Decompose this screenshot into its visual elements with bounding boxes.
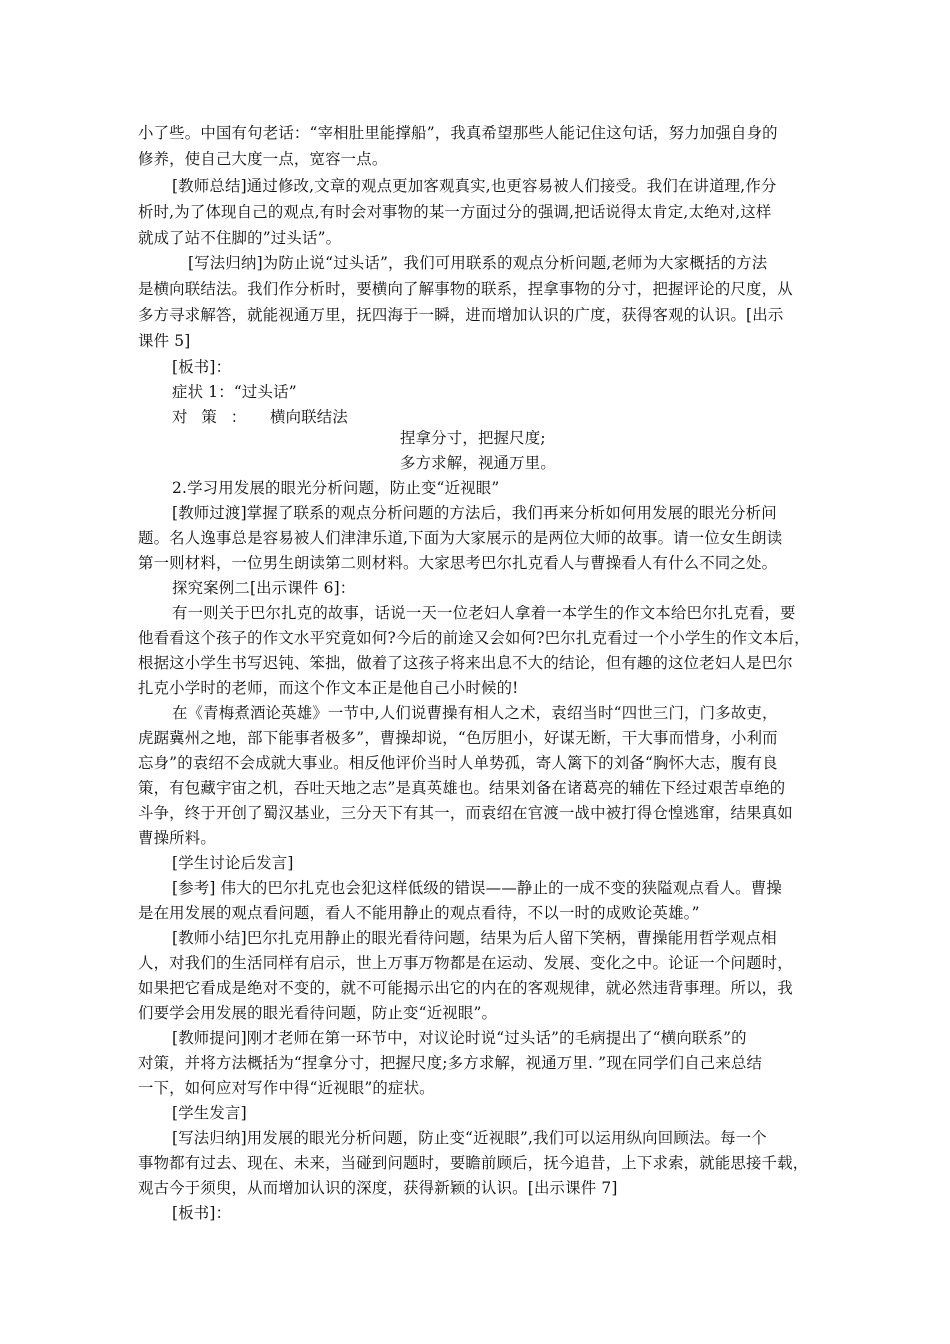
text-line: 析时,为了体现自己的观点,有时会对事物的某一方面过分的强调,把话说得太肯定,太绝对,这样 xyxy=(138,203,772,221)
text-line: 第一则材料，一位男生朗读第二则材料。大家思考巴尔扎克看人与曹操看人有什么不同之处。 xyxy=(138,554,778,572)
text-line: 捏拿分寸，把握尺度; xyxy=(400,429,546,447)
text-line: 观古今于须臾，从而增加认识的深度，获得新颖的认识。[出示课件 7] xyxy=(138,1179,618,1197)
text-line: [参考] 伟大的巴尔扎克也会犯这样低级的错误——静止的一成不变的狭隘观点看人。曹操 xyxy=(172,879,782,897)
text-line: [写法归纳]用发展的眼光分析问题，防止变“近视眼”,我们可以运用纵向回顾法。每一个 xyxy=(172,1129,767,1147)
text-line: 多方求解，视通万里。 xyxy=(400,454,556,472)
text-line: 一下，如何应对写作中得“近视眼”的症状。 xyxy=(138,1079,435,1097)
text-line: 探究案例二[出示课件 6]： xyxy=(172,579,356,597)
text-line: [教师总结]通过修改,文章的观点更加客观真实,也更容易被人们接受。我们在讲道理,作分 xyxy=(172,177,777,195)
text-line: 修养，使自己大度一点，宽容一点。 xyxy=(138,150,388,168)
text-line: 忘身”的袁绍不会成就大事业。相反他评价当时人单势孤，寄人篱下的刘备“胸怀大志，腹有良 xyxy=(138,754,778,772)
text-line: [学生讨论后发言] xyxy=(172,854,294,872)
text-line: 症状 1：“过头话” xyxy=(172,383,297,401)
text-line: [教师提问]刚才老师在第一环节中，对议论时说“过头话”的毛病提出了“横向联系”的 xyxy=(172,1029,747,1047)
text-line: [板书]： xyxy=(172,1204,232,1222)
text-line: [教师小结]巴尔扎克用静止的眼光看待问题，结果为后人留下笑柄，曹操能用哲学观点相 xyxy=(172,929,777,947)
text-line: [学生发言] xyxy=(172,1104,247,1122)
text-line: 扎克小学时的老师，而这个作文本正是他自己小时候的! xyxy=(138,679,519,697)
text-line: 是在用发展的观点看问题，看人不能用静止的观点看待，不以一时的成败论英雄。” xyxy=(138,904,700,922)
text-line: 就成了站不住脚的”过头话”。 xyxy=(138,229,342,247)
text-line: 课件 5] xyxy=(138,332,191,350)
text-line: [写法归纳]为防止说“过头话”，我们可用联系的观点分析问题,老师为大家概括的方法 xyxy=(188,254,768,272)
text-line: 有一则关于巴尔扎克的故事，话说一天一位老妇人拿着一本学生的作文本给巴尔扎克看，要 xyxy=(172,604,796,622)
text-line: 小了些。中国有句老话：“宰相肚里能撑船”，我真希望那些人能记住这句话，努力加强自身的 xyxy=(138,124,778,142)
text-line: 是横向联结法。我们作分析时，要横向了解事物的联系，捏拿事物的分寸，把握评论的尺度，从 xyxy=(138,280,793,298)
text-line: 事物都有过去、现在、未来，当碰到问题时，要瞻前顾后，抚今追昔，上下求索，就能思接千载， xyxy=(138,1154,809,1172)
text-line: [教师过渡]掌握了联系的观点分析问题的方法后，我们再来分析如何用发展的眼光分析问 xyxy=(172,504,777,522)
text-line: 策，有包藏宇宙之机，吞吐天地之志”是真英雄也。结果刘备在诸葛亮的辅佐下经过艰苦卓绝的 xyxy=(138,779,786,797)
text-line: 虎踞冀州之地，部下能事者极多”，曹操却说，“色厉胆小，好谋无断，干大事而惜身，小利而 xyxy=(138,729,778,747)
text-line: 多方寻求解答，就能视通万里，抚四海于一瞬，进而增加认识的广度，获得客观的认识。[出示 xyxy=(138,306,784,324)
text-line: 曹操所料。 xyxy=(138,829,216,847)
text-line: 横向联结法 xyxy=(270,408,348,426)
text-line: 们要学会用发展的眼光看待问题，防止变“近视眼”。 xyxy=(138,1004,498,1022)
text-line: 在《青梅煮酒论英雄》一节中,人们说曹操有相人之术，袁绍当时“四世三门，门多故吏， xyxy=(172,704,778,722)
text-line: 根据这小学生书写迟钝、笨拙，做着了这孩子将来出息不大的结论，但有趣的这位老妇人是巴尔 xyxy=(138,654,793,672)
text-line: [板书]： xyxy=(172,358,232,376)
text-line: 对策，并将方法概括为“捏拿分寸，把握尺度;多方求解，视通万里. ”现在同学们自己来总结 xyxy=(138,1054,763,1072)
text-line: 如果把它看成是绝对不变的，就不可能揭示出它的内在的客观规律，就必然违背事理。所以，我 xyxy=(138,979,793,997)
text-line: 2.学习用发展的眼光分析问题，防止变“近视眼” xyxy=(172,479,500,497)
text-line: 他看看这个孩子的作文水平究竟如何?今后的前途又会如何?巴尔扎克看过一个小学生的作文本后， xyxy=(138,629,810,647)
text-line: 斗争，终于开创了蜀汉基业，三分天下有其一，而袁绍在官渡一战中被打得仓惶逃窜，结果真如 xyxy=(138,804,793,822)
text-line: 题。名人逸事总是容易被人们津津乐道,下面为大家展示的是两位大师的故事。请一位女生朗读 xyxy=(138,529,783,547)
text-line: 对策： xyxy=(172,408,261,426)
text-line: 人，对我们的生活同样有启示，世上万事万物都是在运动、发展、变化之中。论证一个问题时， xyxy=(138,954,793,972)
